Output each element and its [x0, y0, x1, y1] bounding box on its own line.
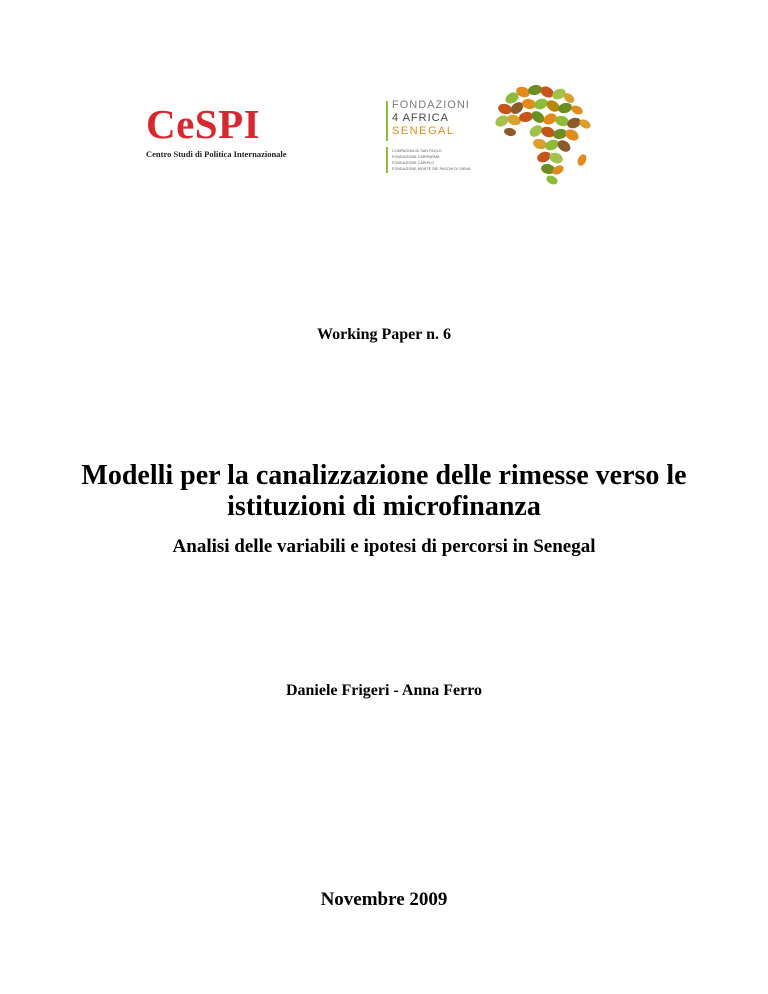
logo-line-senegal: SENEGAL: [392, 125, 455, 137]
logo-divider-bar: [386, 147, 388, 173]
cespi-logo: [146, 102, 316, 159]
logo-divider-bar: [386, 101, 388, 141]
cespi-tagline: Centro Studi di Politica Internazionale: [146, 149, 287, 159]
logo-member: FONDAZIONE CARIPLO: [392, 161, 435, 165]
document-title-line: Modelli per la canalizzazione delle rimesse verso le: [81, 460, 687, 491]
logo-member: FONDAZIONE CARIPARMA: [392, 155, 440, 159]
logo-line-4-africa: 4 AFRICA: [392, 112, 449, 124]
logo-member: COMPAGNIA DI SAN PAOLO: [392, 149, 442, 153]
document-authors: Daniele Frigeri - Anna Ferro: [285, 682, 483, 699]
document-title-line: istituzioni di microfinanza: [227, 491, 541, 522]
africa-leaves-map-icon: [490, 80, 594, 186]
working-paper-number: Working Paper n. 6: [317, 326, 451, 343]
cespi-wordmark: CeSPI: [146, 101, 261, 147]
document-date: Novembre 2009: [320, 889, 448, 910]
document-title: [0, 460, 768, 522]
logo-line-fondazioni: FONDAZIONI: [392, 99, 470, 111]
document-subtitle: Analisi delle variabili e ipotesi di percorsi in Senegal: [172, 536, 596, 557]
logo-member: FONDAZIONE MONTE DEI PASCHI DI SIENA: [392, 167, 471, 171]
